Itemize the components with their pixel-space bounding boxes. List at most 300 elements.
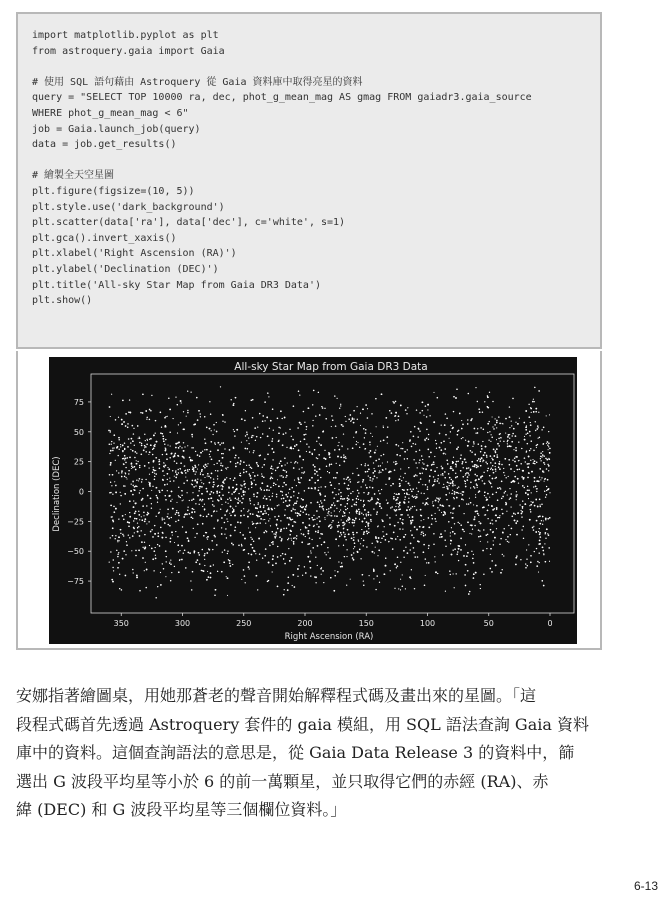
star-point — [470, 469, 472, 471]
star-point — [263, 513, 264, 514]
star-point — [131, 466, 132, 467]
star-point — [539, 552, 540, 553]
star-point — [542, 547, 544, 549]
star-point — [450, 483, 452, 485]
star-point — [282, 495, 283, 496]
star-point — [338, 483, 339, 484]
star-point — [300, 424, 302, 426]
star-point — [399, 478, 401, 480]
star-point — [110, 464, 112, 466]
star-point — [527, 433, 529, 435]
star-point — [423, 519, 424, 520]
star-point — [124, 459, 125, 460]
star-point — [181, 545, 183, 547]
star-point — [221, 485, 222, 486]
star-point — [128, 535, 129, 536]
star-point — [259, 413, 260, 414]
star-point — [112, 450, 113, 451]
star-point — [362, 574, 364, 576]
star-point — [270, 499, 271, 500]
star-point — [487, 541, 488, 542]
star-point — [138, 514, 140, 516]
code-lines — [32, 28, 532, 309]
star-point — [273, 451, 275, 453]
star-point — [320, 568, 322, 570]
star-point — [467, 476, 469, 478]
code-line — [32, 153, 532, 169]
star-point — [490, 548, 492, 550]
star-point — [395, 401, 397, 403]
star-point — [505, 504, 506, 505]
star-point — [144, 547, 146, 549]
star-point — [116, 550, 117, 551]
star-point — [293, 448, 294, 449]
star-point — [470, 420, 472, 422]
star-point — [410, 508, 411, 509]
star-point — [273, 485, 274, 486]
star-point — [402, 574, 403, 575]
star-point — [175, 396, 176, 397]
star-point — [193, 447, 194, 448]
star-point — [127, 423, 129, 425]
star-point — [305, 526, 306, 527]
star-point — [501, 498, 503, 500]
star-point — [461, 420, 462, 421]
star-point — [200, 474, 201, 475]
star-point — [339, 536, 341, 538]
star-point — [194, 552, 195, 553]
star-point — [241, 442, 242, 443]
star-point — [481, 457, 483, 459]
star-point — [454, 485, 455, 486]
star-point — [165, 448, 166, 449]
star-point — [495, 418, 496, 419]
star-point — [318, 526, 320, 528]
star-point — [508, 476, 509, 477]
star-point — [400, 518, 402, 520]
star-point — [538, 438, 539, 439]
star-point — [131, 483, 132, 484]
star-point — [165, 537, 167, 539]
star-point — [368, 452, 369, 453]
star-point — [397, 497, 399, 499]
star-point — [243, 569, 245, 571]
star-point — [199, 486, 201, 488]
star-point — [421, 515, 423, 517]
star-point — [460, 470, 462, 472]
star-point — [317, 565, 318, 566]
star-point — [313, 515, 314, 516]
star-point — [408, 498, 409, 499]
star-point — [527, 463, 528, 464]
star-point — [227, 553, 228, 554]
star-point — [293, 495, 294, 496]
star-point — [491, 519, 492, 520]
star-point — [530, 504, 532, 506]
star-point — [549, 517, 550, 518]
star-point — [319, 506, 321, 508]
star-point — [244, 491, 246, 493]
star-point — [431, 523, 433, 525]
star-point — [167, 490, 168, 491]
star-point — [175, 471, 176, 472]
star-point — [204, 565, 205, 566]
star-point — [337, 445, 338, 446]
star-point — [519, 468, 521, 470]
star-point — [490, 554, 491, 555]
star-point — [109, 474, 111, 476]
star-point — [194, 550, 196, 552]
star-point — [284, 563, 286, 565]
star-point — [389, 517, 391, 519]
star-point — [413, 435, 415, 437]
star-point — [446, 417, 448, 419]
star-point — [265, 523, 266, 524]
star-point — [408, 494, 409, 495]
star-point — [544, 481, 545, 482]
star-point — [376, 477, 377, 478]
star-point — [546, 486, 547, 487]
star-point — [490, 523, 492, 525]
star-point — [436, 448, 437, 449]
chart-title: All-sky Star Map from Gaia DR3 Data — [234, 361, 428, 373]
star-point — [248, 488, 249, 489]
star-point — [368, 492, 370, 494]
star-point — [413, 497, 414, 498]
star-point — [548, 446, 549, 447]
star-point — [534, 401, 535, 402]
star-point — [523, 477, 524, 478]
star-point — [377, 555, 378, 556]
star-point — [146, 419, 147, 420]
star-point — [238, 499, 239, 500]
star-point — [372, 472, 374, 474]
star-point — [510, 534, 511, 535]
star-point — [419, 459, 421, 461]
star-point — [471, 551, 472, 552]
star-point — [152, 486, 153, 487]
star-point — [292, 574, 294, 576]
star-point — [385, 565, 387, 567]
star-point — [500, 572, 502, 574]
star-point — [476, 475, 478, 477]
star-point — [504, 528, 505, 529]
star-point — [285, 494, 287, 496]
star-point — [527, 494, 529, 496]
star-point — [457, 488, 458, 489]
star-point — [267, 454, 268, 455]
star-point — [364, 448, 365, 449]
star-point — [487, 510, 489, 512]
star-point — [405, 496, 407, 498]
star-point — [492, 416, 493, 417]
star-point — [396, 567, 397, 568]
star-point — [172, 508, 174, 510]
star-point — [476, 483, 477, 484]
star-point — [301, 498, 302, 499]
star-point — [397, 522, 398, 523]
star-point — [321, 406, 322, 407]
star-point — [416, 488, 417, 489]
star-point — [274, 508, 275, 509]
star-point — [293, 521, 294, 522]
star-point — [403, 536, 405, 538]
star-point — [508, 541, 509, 542]
star-point — [439, 447, 441, 449]
star-point — [410, 488, 411, 489]
star-point — [277, 556, 279, 558]
star-point — [293, 541, 295, 543]
star-point — [496, 420, 498, 422]
star-point — [220, 485, 221, 486]
code-line: import matplotlib.pyplot as plt — [32, 30, 219, 41]
star-point — [179, 560, 180, 561]
star-point — [397, 536, 398, 537]
star-point — [379, 493, 380, 494]
star-point — [172, 470, 173, 471]
star-point — [442, 474, 443, 475]
star-point — [451, 527, 452, 528]
star-point — [535, 531, 537, 533]
star-point — [285, 500, 287, 502]
star-point — [211, 430, 212, 431]
star-point — [175, 443, 177, 445]
star-point — [491, 468, 492, 469]
star-point — [277, 467, 278, 468]
star-point — [528, 463, 530, 465]
star-point — [450, 540, 451, 541]
star-point — [141, 445, 143, 447]
star-point — [314, 519, 315, 520]
star-point — [480, 541, 481, 542]
star-point — [411, 569, 412, 570]
star-point — [222, 494, 223, 495]
star-point — [314, 449, 315, 450]
star-point — [496, 454, 497, 455]
star-point — [454, 493, 456, 495]
star-point — [120, 446, 121, 447]
star-point — [344, 556, 345, 557]
star-point — [337, 571, 339, 573]
star-point — [298, 449, 300, 451]
star-point — [374, 493, 376, 495]
star-point — [330, 527, 332, 529]
star-point — [347, 529, 349, 531]
star-point — [480, 584, 481, 585]
code-line: query = "SELECT TOP 10000 ra, dec, phot_g_mean_mag AS gmag FROM gaiadr3.gaia_source — [32, 92, 532, 104]
star-point — [185, 531, 187, 533]
star-point — [157, 497, 159, 499]
star-point — [532, 401, 534, 403]
star-point — [529, 450, 530, 451]
star-point — [356, 502, 357, 503]
star-point — [407, 489, 409, 491]
star-point — [432, 518, 433, 519]
star-point — [296, 538, 297, 539]
star-point — [306, 429, 307, 430]
star-point — [142, 488, 143, 489]
y-axis-label: Declination (DEC) — [52, 456, 62, 532]
star-point — [394, 525, 396, 527]
star-point — [135, 550, 137, 552]
star-point — [423, 551, 425, 553]
star-point — [428, 517, 429, 518]
star-point — [444, 471, 446, 473]
star-point — [460, 524, 461, 525]
star-point — [155, 433, 156, 434]
star-point — [248, 443, 249, 444]
star-point — [386, 514, 387, 515]
star-point — [420, 534, 421, 535]
page-number: 6-13 — [633, 879, 658, 893]
star-point — [360, 543, 361, 544]
star-point — [164, 466, 165, 467]
star-point — [538, 390, 539, 391]
star-point — [270, 525, 271, 526]
star-point — [444, 448, 446, 450]
star-point — [535, 421, 536, 422]
star-point — [503, 555, 504, 556]
star-point — [222, 481, 224, 483]
star-point — [268, 514, 269, 515]
star-point — [528, 544, 529, 545]
star-point — [473, 443, 474, 444]
star-point — [372, 480, 373, 481]
star-point — [502, 423, 503, 424]
star-point — [154, 473, 155, 474]
star-point — [243, 481, 244, 482]
star-point — [423, 463, 425, 465]
star-point — [355, 444, 356, 445]
star-point — [162, 517, 163, 518]
star-point — [368, 528, 369, 529]
code-line: WHERE phot_g_mean_mag < 6" — [32, 107, 189, 119]
star-point — [288, 524, 290, 526]
star-point — [478, 515, 479, 516]
star-point — [198, 552, 200, 554]
star-point — [441, 505, 443, 507]
star-point — [223, 480, 224, 481]
star-point — [182, 490, 183, 491]
star-point — [373, 462, 374, 463]
star-point — [485, 461, 486, 462]
star-point — [422, 401, 424, 403]
star-point — [349, 512, 350, 513]
star-point — [513, 428, 515, 430]
star-point — [386, 500, 387, 501]
star-point — [282, 491, 283, 492]
star-point — [155, 555, 156, 556]
star-point — [425, 468, 427, 470]
star-point — [118, 417, 119, 418]
star-point — [542, 516, 544, 518]
star-point — [268, 490, 269, 491]
star-point — [192, 466, 193, 467]
star-point — [138, 480, 139, 481]
star-point — [315, 557, 316, 558]
star-point — [319, 538, 320, 539]
star-point — [455, 466, 456, 467]
star-point — [214, 535, 216, 537]
star-point — [347, 500, 348, 501]
star-point — [541, 504, 542, 505]
star-point — [144, 445, 146, 447]
star-point — [222, 457, 224, 459]
star-point — [539, 534, 541, 536]
star-point — [235, 491, 236, 492]
star-point — [151, 548, 153, 550]
star-point — [341, 562, 342, 563]
star-point — [221, 488, 223, 490]
star-point — [387, 502, 389, 504]
star-point — [206, 537, 207, 538]
star-point — [522, 506, 524, 508]
star-point — [473, 562, 475, 564]
star-point — [292, 525, 294, 527]
star-point — [114, 481, 115, 482]
star-point — [139, 492, 140, 493]
star-point — [270, 420, 272, 422]
star-point — [134, 532, 135, 533]
star-point — [523, 470, 524, 471]
star-point — [472, 466, 473, 467]
star-point — [299, 394, 300, 395]
star-point — [372, 436, 373, 437]
star-point — [232, 487, 234, 489]
star-point — [142, 505, 143, 506]
star-point — [471, 525, 473, 527]
star-point — [332, 437, 334, 439]
star-point — [338, 522, 339, 523]
star-point — [109, 453, 110, 454]
star-point — [240, 461, 241, 462]
star-point — [417, 540, 419, 542]
star-point — [474, 466, 476, 468]
star-point — [316, 524, 317, 525]
star-point — [178, 512, 180, 514]
star-point — [163, 441, 165, 443]
star-point — [119, 449, 120, 450]
star-point — [452, 517, 454, 519]
star-point — [260, 511, 262, 513]
star-point — [112, 519, 114, 521]
star-point — [360, 486, 361, 487]
star-point — [525, 461, 526, 462]
star-point — [349, 479, 350, 480]
star-point — [301, 472, 302, 473]
star-point — [129, 537, 130, 538]
star-point — [182, 500, 183, 501]
star-point — [368, 511, 370, 513]
star-point — [346, 556, 347, 557]
star-point — [357, 406, 358, 407]
star-point — [452, 531, 454, 533]
star-point — [395, 412, 397, 414]
star-point — [363, 533, 365, 535]
star-point — [499, 517, 500, 518]
star-point — [473, 504, 474, 505]
star-point — [411, 522, 413, 524]
star-point — [495, 468, 497, 470]
star-point — [530, 448, 531, 449]
star-point — [465, 475, 466, 476]
star-point — [491, 434, 492, 435]
star-point — [211, 473, 213, 475]
star-point — [533, 462, 535, 464]
star-point — [115, 419, 116, 420]
star-point — [434, 556, 435, 557]
star-point — [257, 474, 258, 475]
